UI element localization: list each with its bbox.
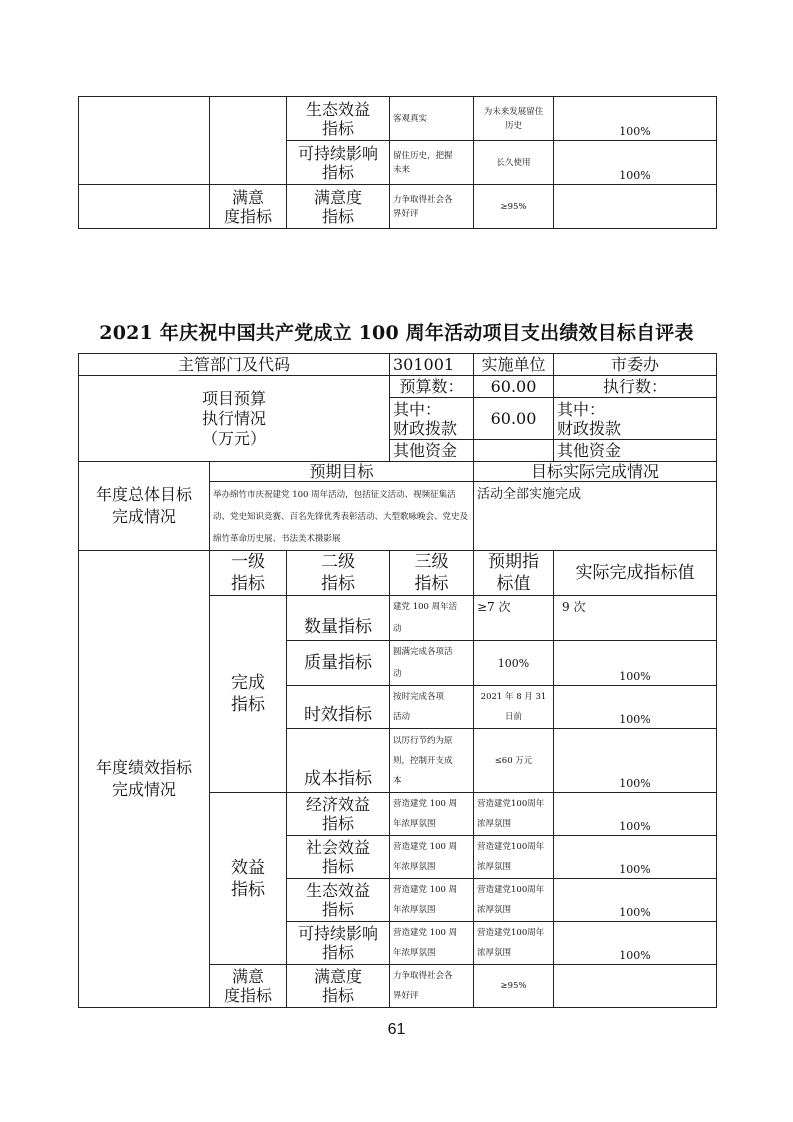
blank-cell [79, 97, 210, 185]
budget-count-label: 预算数： [390, 376, 474, 398]
expected-goal-text: 举办绵竹市庆祝建党 100 周年活动，包括征文活动、视频征集活动、党史知识竞赛、百名先锋优秀表彰活动、大型歌咏晚会、党史及绵竹革命历史展、书法美术摄影展 [210, 482, 474, 551]
blank-cell [210, 97, 287, 185]
level1-indicator: 满意 度指标 [210, 185, 287, 229]
expected-value: ≥95% [474, 185, 554, 229]
level2-indicator: 生态效益 指标 [287, 97, 390, 141]
level2-indicator: 生态效益 指标 [287, 879, 390, 922]
budget-count: 60.00 [474, 376, 554, 398]
actual-value: 100% [554, 97, 717, 141]
continued-table [78, 96, 717, 229]
level2-indicator: 可持续影响 指标 [287, 141, 390, 185]
actual-goal-text: 活动全部实施完成 [474, 482, 717, 551]
expected-value: 2021 年 8 月 31 日前 [474, 686, 554, 729]
expected-goal-header: 预期目标 [210, 462, 474, 482]
header-expected: 预期指 标值 [474, 551, 554, 596]
level3-indicator: 建党 100 周年活 动 [390, 596, 474, 641]
blank-cell [79, 185, 210, 229]
level3-indicator: 圆满完成各项活 动 [390, 641, 474, 686]
expected-value: 营造建党100周年 浓厚氛围 [474, 879, 554, 922]
level3-indicator: 营造建党 100 周 年浓厚氛围 [390, 922, 474, 965]
fiscal-exec-label: 其中： 财政拨款 [554, 398, 717, 440]
actual-value: 100% [554, 141, 717, 185]
level3-indicator: 按时完成各项 活动 [390, 686, 474, 729]
table-row [79, 97, 717, 141]
fiscal-budget: 60.00 [474, 398, 554, 440]
level3-indicator: 力争取得社会各 界好评 [390, 965, 474, 1008]
actual-value: 100% [554, 729, 717, 793]
goal-label: 年度总体目标 完成情况 [79, 462, 210, 551]
header-actual: 实际完成指标值 [554, 551, 717, 596]
other-label: 其他资金 [390, 440, 474, 462]
level3-indicator: 力争取得社会各 界好评 [390, 185, 474, 229]
expected-value: 营造建党100周年 浓厚氛围 [474, 836, 554, 879]
header-level1: 一级 指标 [210, 551, 287, 596]
level3-indicator: 以厉行节约为原 则，控制开支成 本 [390, 729, 474, 793]
level2-indicator: 时效指标 [287, 686, 390, 729]
header-level2: 二级 指标 [287, 551, 390, 596]
level3-indicator: 客观真实 [390, 97, 474, 141]
actual-value: 100% [554, 686, 717, 729]
perf-label: 年度绩效指标 完成情况 [79, 551, 210, 1008]
actual-goal-header: 目标实际完成情况 [474, 462, 717, 482]
table-row [79, 551, 717, 596]
level2-indicator: 满意度 指标 [287, 185, 390, 229]
level2-indicator: 社会效益 指标 [287, 836, 390, 879]
actual-value: 100% [554, 793, 717, 836]
level2-indicator: 满意度 指标 [287, 965, 390, 1008]
expected-value: 为未来发展留住 历史 [474, 97, 554, 141]
table-row [79, 462, 717, 482]
self-evaluation-table [78, 353, 717, 1008]
table-row [79, 376, 717, 398]
expected-value: ≥95% [474, 965, 554, 1008]
expected-value: 营造建党100周年 浓厚氛围 [474, 793, 554, 836]
group-complete: 完成 指标 [210, 596, 287, 793]
fiscal-label: 其中： 财政拨款 [390, 398, 474, 440]
actual-value [554, 185, 717, 229]
header-level3: 三级 指标 [390, 551, 474, 596]
actual-value: 100% [554, 879, 717, 922]
page-number: 61 [387, 1021, 406, 1038]
table-title: 2021 年庆祝中国共产党成立 100 周年活动项目支出绩效目标自评表 [99, 322, 694, 344]
expected-value: 营造建党100周年 浓厚氛围 [474, 922, 554, 965]
actual-value: 100% [554, 641, 717, 686]
impl-value: 市委办 [554, 354, 717, 376]
actual-value: 100% [554, 922, 717, 965]
level3-indicator: 留住历史，把握 未来 [390, 141, 474, 185]
expected-value: ≥7 次 [474, 596, 554, 641]
other-exec-label: 其他资金 [554, 440, 717, 462]
dept-code: 301001 [390, 354, 474, 376]
expected-value: 100% [474, 641, 554, 686]
level2-indicator: 经济效益 指标 [287, 793, 390, 836]
level3-indicator: 营造建党 100 周 年浓厚氛围 [390, 879, 474, 922]
level2-indicator: 成本指标 [287, 729, 390, 793]
exec-count-label: 执行数： [554, 376, 717, 398]
level3-indicator: 营造建党 100 周 年浓厚氛围 [390, 836, 474, 879]
actual-value: 100% [554, 836, 717, 879]
table-row [79, 185, 717, 229]
group-benefit: 效益 指标 [210, 793, 287, 965]
level2-indicator: 质量指标 [287, 641, 390, 686]
level3-indicator: 营造建党 100 周 年浓厚氛围 [390, 793, 474, 836]
level2-indicator: 可持续影响 指标 [287, 922, 390, 965]
table-row [79, 354, 717, 376]
impl-label: 实施单位 [474, 354, 554, 376]
actual-value [554, 965, 717, 1008]
level2-indicator: 数量指标 [287, 596, 390, 641]
level1-indicator: 满意 度指标 [210, 965, 287, 1008]
expected-value: ≤60 万元 [474, 729, 554, 793]
budget-label: 项目预算 执行情况 （万元） [79, 376, 390, 462]
blank-cell [474, 440, 554, 462]
dept-label: 主管部门及代码 [79, 354, 390, 376]
actual-value: 9 次 [554, 596, 717, 641]
expected-value: 长久使用 [474, 141, 554, 185]
